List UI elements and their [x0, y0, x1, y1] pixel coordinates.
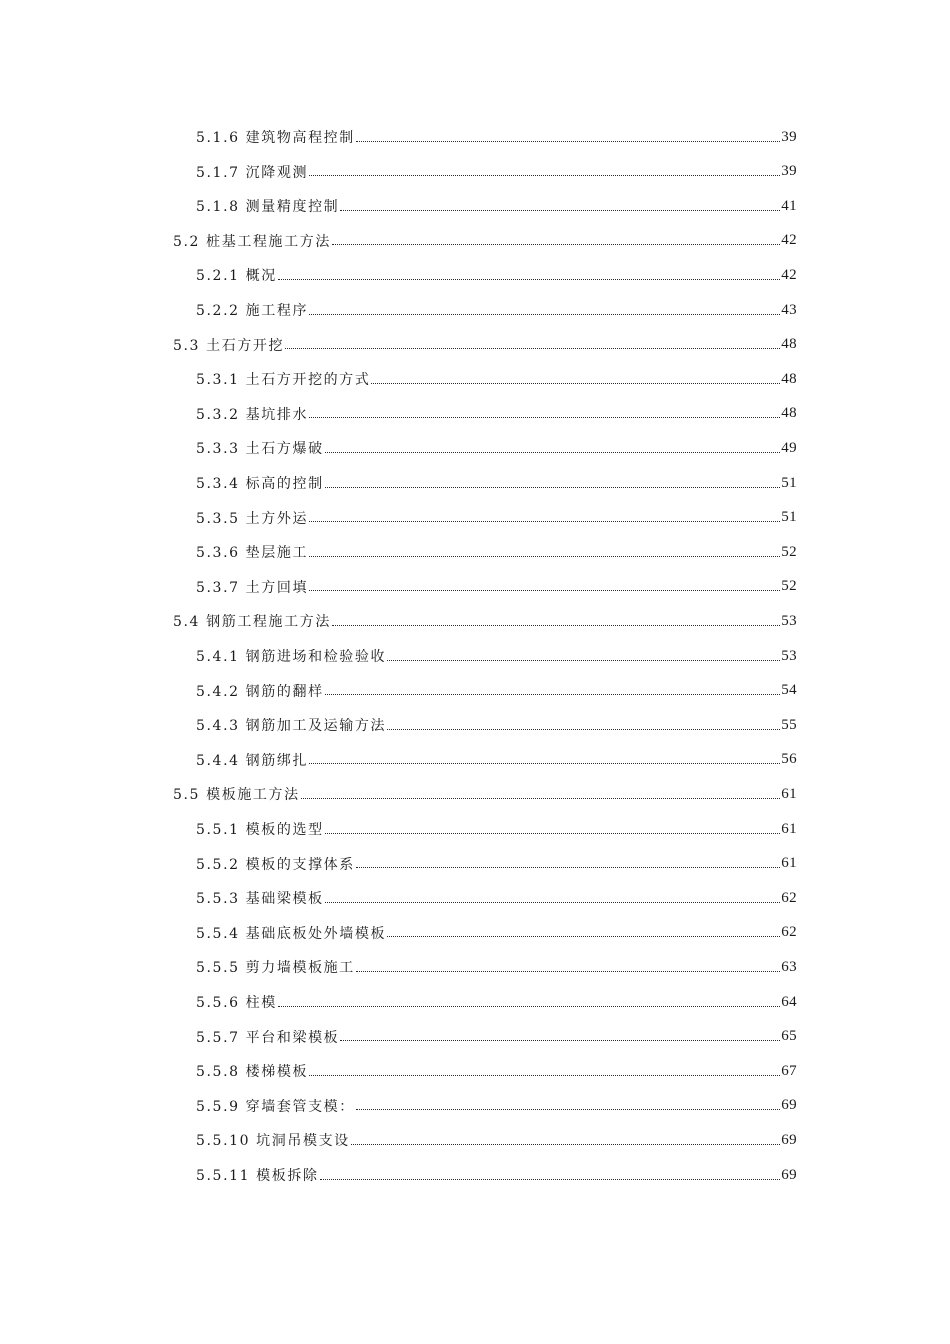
- toc-entry-title: 5.2 桩基工程施工方法: [173, 233, 331, 250]
- toc-entry[interactable]: [196, 570, 797, 604]
- toc-entry-title: 5.3.3 土石方爆破: [196, 441, 324, 458]
- toc-entry-title: 5.4.4 钢筋绑扎: [196, 752, 309, 769]
- toc-dot-leader: [309, 1074, 780, 1076]
- toc-entry[interactable]: [196, 431, 797, 465]
- toc-entry-title: 5.1.8 测量精度控制: [196, 199, 340, 216]
- toc-entry-title: 5.2.1 概况: [196, 268, 277, 285]
- toc-entry[interactable]: [196, 950, 797, 984]
- toc-entry-page-number: 53: [781, 647, 797, 664]
- toc-entry-title: 5.2.2 施工程序: [196, 303, 309, 319]
- toc-entry-title: 5.3.4 标高的控制: [196, 476, 324, 492]
- toc-entry-page-number: 51: [781, 474, 797, 491]
- toc-entry[interactable]: [173, 777, 797, 811]
- toc-entry-page-number: 39: [781, 163, 797, 180]
- toc-entry[interactable]: [196, 1054, 797, 1088]
- toc-entry[interactable]: [196, 501, 797, 535]
- toc-dot-leader: [387, 935, 780, 937]
- toc-entry[interactable]: [196, 1089, 797, 1123]
- toc-entry-title: 5.5 模板施工方法: [173, 787, 300, 804]
- toc-dot-leader: [325, 901, 781, 903]
- toc-entry[interactable]: [196, 985, 797, 1019]
- toc-entry-title: 5.5.5 剪力墙模板施工: [196, 960, 355, 977]
- toc-entry-page-number: 62: [781, 889, 797, 906]
- toc-entry[interactable]: [196, 189, 797, 223]
- toc-entry-title: 5.3.6 垫层施工: [196, 545, 309, 562]
- toc-entry-page-number: 69: [781, 1131, 797, 1148]
- toc-entry-page-number: 63: [781, 958, 797, 975]
- toc-entry-page-number: 51: [781, 509, 797, 526]
- toc-dot-leader: [309, 174, 780, 176]
- toc-entry-page-number: 65: [781, 1028, 797, 1045]
- toc-entry-title: 5.3 土石方开挖: [173, 337, 285, 354]
- toc-dot-leader: [309, 589, 780, 591]
- toc-entry-page-number: 69: [781, 1166, 797, 1183]
- toc-dot-leader: [309, 555, 780, 557]
- toc-entry[interactable]: [173, 224, 797, 258]
- toc-entry[interactable]: [196, 1020, 797, 1054]
- toc-entry-page-number: 64: [781, 993, 797, 1010]
- toc-dot-leader: [309, 416, 780, 418]
- toc-entry-page-number: 48: [781, 405, 797, 422]
- toc-entry-page-number: 48: [781, 336, 797, 353]
- toc-dot-leader: [351, 1143, 780, 1145]
- toc-entry-title: 5.5.7 平台和梁模板: [196, 1029, 340, 1046]
- toc-entry-page-number: 61: [781, 855, 797, 872]
- toc-entry-page-number: 49: [781, 439, 797, 456]
- toc-dot-leader: [320, 1178, 781, 1180]
- toc-entry-page-number: 43: [781, 301, 797, 318]
- toc-entry[interactable]: [196, 674, 797, 708]
- toc-entry-title: 5.1.7 沉降观测: [196, 164, 309, 181]
- toc-entry-title: 5.4.3 钢筋加工及运输方法: [196, 718, 387, 735]
- toc-dot-leader: [325, 693, 781, 695]
- toc-dot-leader: [387, 728, 780, 730]
- toc-dot-leader: [325, 451, 781, 453]
- toc-entry[interactable]: [196, 155, 797, 189]
- toc-entry[interactable]: [196, 120, 797, 154]
- toc-entry-title: 5.5.8 楼梯模板: [196, 1064, 309, 1081]
- toc-dot-leader: [325, 832, 781, 834]
- toc-entry[interactable]: [196, 466, 797, 500]
- toc-dot-leader: [309, 762, 780, 764]
- toc-dot-leader: [285, 347, 780, 349]
- toc-entry-page-number: 55: [781, 716, 797, 733]
- toc-entry-page-number: 56: [781, 751, 797, 768]
- toc-entry-title: 5.1.6 建筑物高程控制: [196, 130, 355, 146]
- toc-entry-title: 5.5.10 坑洞吊模支设: [196, 1133, 350, 1150]
- toc-entry-page-number: 39: [781, 128, 797, 145]
- toc-entry[interactable]: [196, 258, 797, 292]
- toc-dot-leader: [356, 866, 780, 868]
- toc-entry-title: 5.3.2 基坑排水: [196, 406, 309, 423]
- toc-entry-title: 5.4.1 钢筋进场和检验验收: [196, 649, 387, 665]
- toc-entry-title: 5.5.11 模板拆除: [196, 1168, 319, 1184]
- toc-entry[interactable]: [173, 328, 797, 362]
- toc-entry[interactable]: [196, 535, 797, 569]
- toc-entry[interactable]: [196, 743, 797, 777]
- toc-entry-page-number: 67: [781, 1062, 797, 1079]
- toc-dot-leader: [278, 1005, 780, 1007]
- toc-entry[interactable]: [196, 812, 797, 846]
- toc-entry-page-number: 48: [781, 370, 797, 387]
- toc-dot-leader: [309, 520, 780, 522]
- toc-dot-leader: [340, 209, 780, 211]
- toc-entry[interactable]: [173, 604, 797, 638]
- toc-entry-page-number: 61: [781, 785, 797, 802]
- toc-entry-title: 5.5.3 基础梁模板: [196, 891, 324, 908]
- toc-entry-page-number: 42: [781, 232, 797, 249]
- toc-entry[interactable]: [196, 1123, 797, 1157]
- toc-dot-leader: [332, 624, 780, 626]
- toc-entry-title: 5.5.6 柱模: [196, 995, 277, 1011]
- toc-entry-title: 5.5.9 穿墙套管支模：: [196, 1098, 355, 1115]
- toc-dot-leader: [356, 140, 780, 142]
- toc-entry[interactable]: [196, 881, 797, 915]
- toc-entry-page-number: 69: [781, 1097, 797, 1114]
- toc-entry-page-number: 52: [781, 578, 797, 595]
- toc-dot-leader: [325, 486, 781, 488]
- toc-entry-title: 5.3.1 土石方开挖的方式: [196, 372, 371, 389]
- toc-dot-leader: [356, 1108, 780, 1110]
- toc-entry-title: 5.5.4 基础底板处外墙模板: [196, 925, 387, 942]
- toc-entry[interactable]: [196, 397, 797, 431]
- toc-dot-leader: [301, 797, 780, 799]
- toc-entry-page-number: 41: [781, 197, 797, 214]
- toc-entry[interactable]: [196, 293, 797, 327]
- toc-entry-title: 5.3.5 土方外运: [196, 510, 309, 527]
- toc-entry-page-number: 62: [781, 924, 797, 941]
- toc-dot-leader: [340, 1039, 780, 1041]
- toc-dot-leader: [278, 278, 780, 280]
- toc-entry-title: 5.4 钢筋工程施工方法: [173, 614, 331, 631]
- toc-dot-leader: [371, 382, 780, 384]
- toc-entry-page-number: 52: [781, 543, 797, 560]
- toc-dot-leader: [309, 313, 780, 315]
- toc-entry-page-number: 61: [781, 820, 797, 837]
- toc-entry-page-number: 54: [781, 682, 797, 699]
- toc-entry[interactable]: [196, 362, 797, 396]
- toc-entry[interactable]: [196, 708, 797, 742]
- toc-dot-leader: [332, 243, 780, 245]
- toc-entry-page-number: 42: [781, 266, 797, 283]
- toc-entry-title: 5.4.2 钢筋的翻样: [196, 683, 324, 700]
- toc-entry[interactable]: [196, 1158, 797, 1192]
- toc-dot-leader: [356, 970, 780, 972]
- toc-entry[interactable]: [196, 847, 797, 881]
- toc-entry-title: 5.5.2 模板的支撑体系: [196, 856, 355, 873]
- toc-entry-title: 5.5.1 模板的选型: [196, 822, 324, 838]
- toc-entry[interactable]: [196, 916, 797, 950]
- toc-entry[interactable]: [196, 639, 797, 673]
- toc-dot-leader: [387, 659, 780, 661]
- toc-entry-page-number: 53: [781, 612, 797, 629]
- toc-entry-title: 5.3.7 土方回填: [196, 579, 309, 596]
